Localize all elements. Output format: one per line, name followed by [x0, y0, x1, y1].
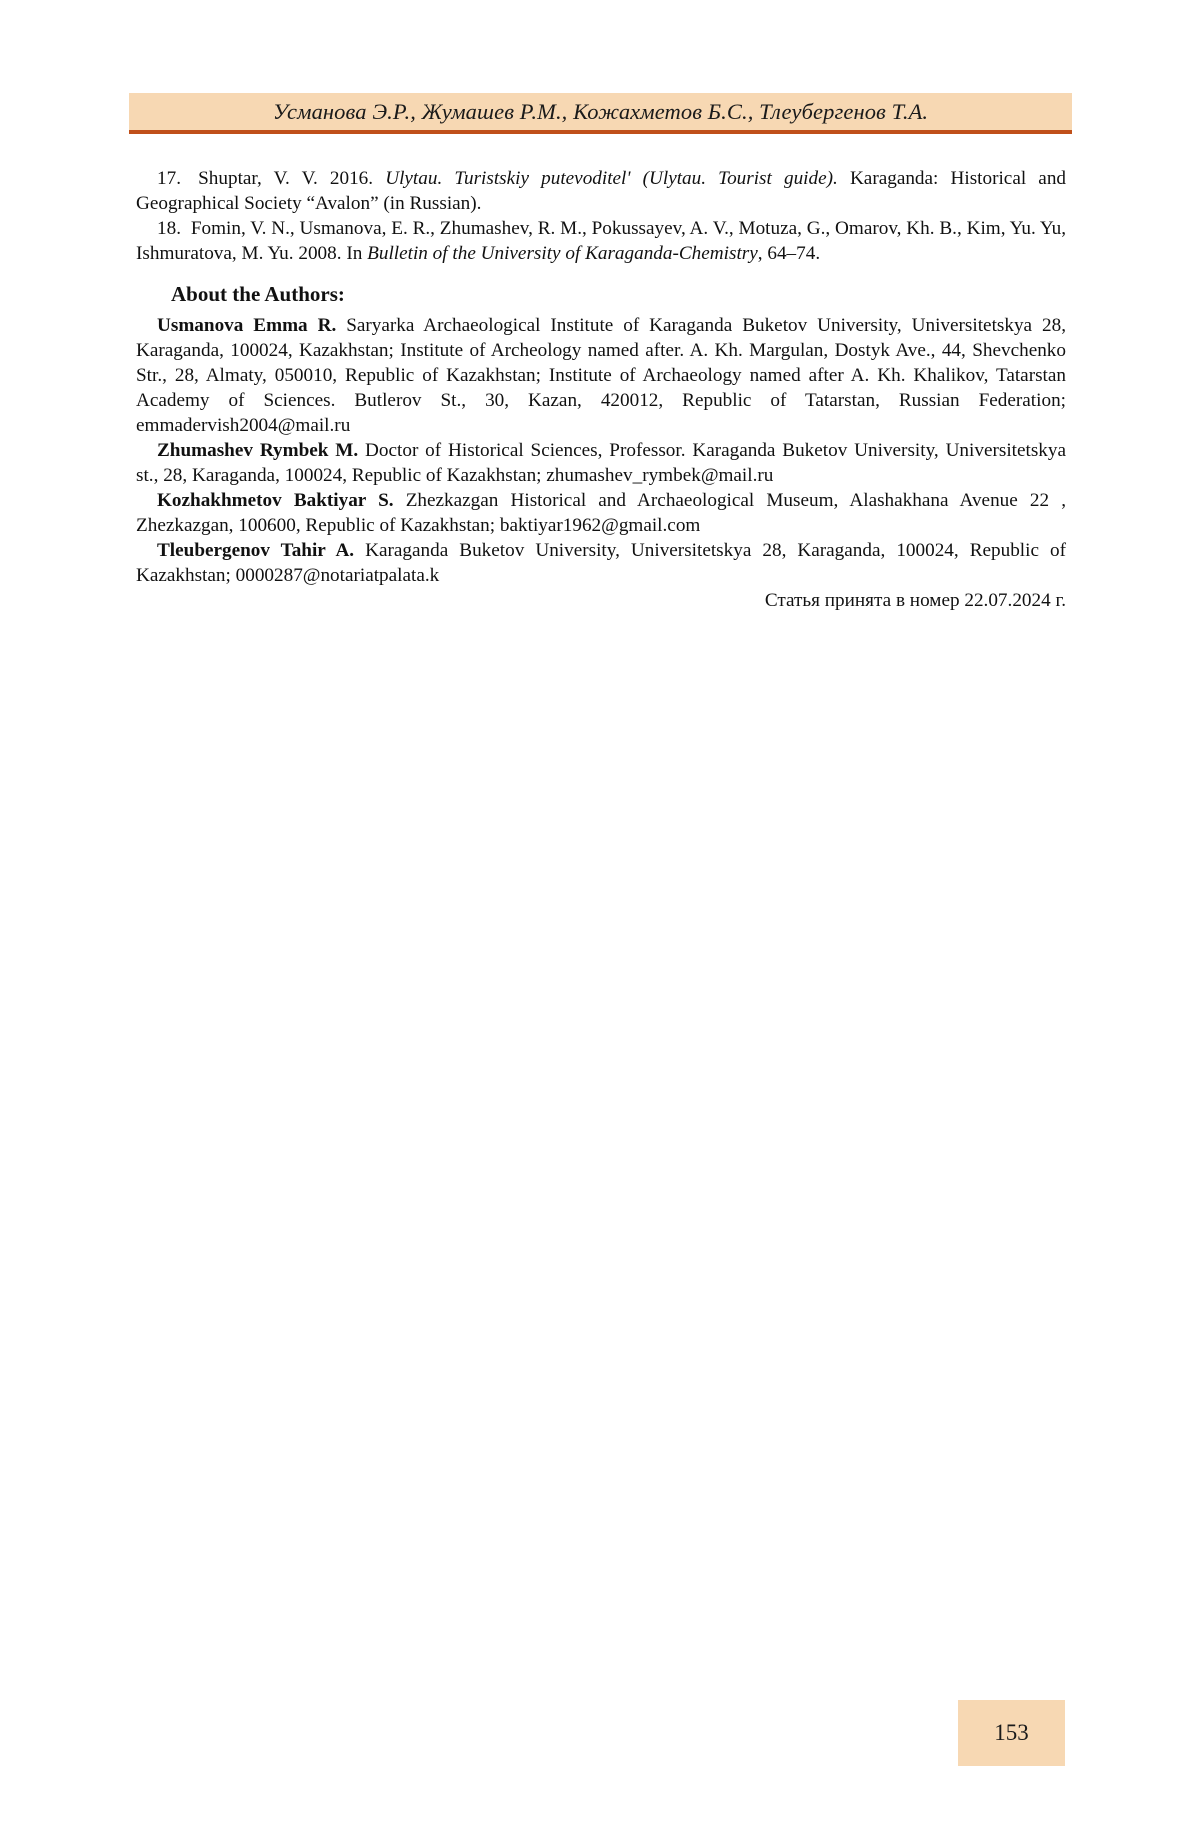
author-details: Karaganda Buketov University, Universitetskya 28, Karaganda, 100024, Republic of Kazakhstan; 0000287@notariatpalata.k — [136, 540, 1067, 586]
author-entry — [136, 313, 1066, 438]
author-details: Doctor of Historical Sciences, Professor. Karaganda Buketov University, Universitetskya st., 28, Karaganda, 100024, Republic of Kazakhstan; zhumashev_rymbek@mail.ru — [136, 440, 1066, 486]
reference-item — [136, 166, 1066, 216]
page-number: 153 — [994, 1720, 1029, 1745]
author-name: Usmanova Emma R. — [157, 315, 337, 336]
about-authors-heading: About the Authors: — [171, 282, 345, 306]
author-entry — [136, 488, 1066, 538]
running-header — [129, 93, 1072, 134]
page-content — [136, 166, 1066, 613]
author-details: Saryarka Archaeological Institute of Karaganda Buketov University, Universitetskya 28, Karaganda, 100024, Kazakhstan; Institute of Archeology named after. A. Kh. Margulan, Dostyk Ave., 44, Shevchenko Str., 28, Almaty, 050010, Republic of Kazakhstan; Institute of Archaeology named after A. Kh. Khalikov, Tatarstan Academy of Sciences. Butlerov St., 30, Kazan, 420012, Republic of Tatarstan, Russian Federation; emmadervish2004@mail.ru — [136, 315, 1066, 436]
reference-number: 18. — [157, 218, 181, 239]
reference-journal: Bulletin of the University of Karaganda-Chemistry — [367, 243, 758, 264]
running-header-authors: Усманова Э.Р., Жумашев Р.М., Кожахметов Б.С., Тлеубергенов Т.А. — [272, 98, 929, 124]
reference-title: Ulytau. Turistskiy putevoditel' (Ulytau. Tourist guide). — [385, 168, 838, 189]
author-entry — [136, 538, 1066, 588]
accepted-note: Статья принята в номер 22.07.2024 г. — [764, 590, 1066, 611]
author-entry — [136, 438, 1066, 488]
reference-source: Karaganda: Historical and Geographical Society “Avalon” (in Russian). — [136, 168, 1067, 214]
author-name: Tleubergenov Tahir A. — [157, 540, 355, 561]
reference-item — [136, 216, 1066, 266]
page-number-box — [958, 1700, 1065, 1766]
reference-text: Shuptar, V. V. 2016. — [198, 168, 374, 189]
author-name: Zhumashev Rymbek M. — [157, 440, 359, 461]
reference-number: 17. — [157, 168, 181, 189]
reference-pages: , 64–74. — [757, 243, 821, 264]
author-name: Kozhakhmetov Baktiyar S. — [157, 490, 394, 511]
author-details: Zhezkazgan Historical and Archaeological Museum, Alashakhana Avenue 22 , Zhezkazgan, 100600, Republic of Kazakhstan; baktiyar1962@gmail.com — [136, 490, 1067, 536]
reference-text: Fomin, V. N., Usmanova, E. R., Zhumashev, R. M., Pokussayev, A. V., Motuza, G., Omarov, Kh. B., Kim, Yu. Yu, Ishmuratova, M. Yu. 2008. In — [136, 218, 1067, 264]
